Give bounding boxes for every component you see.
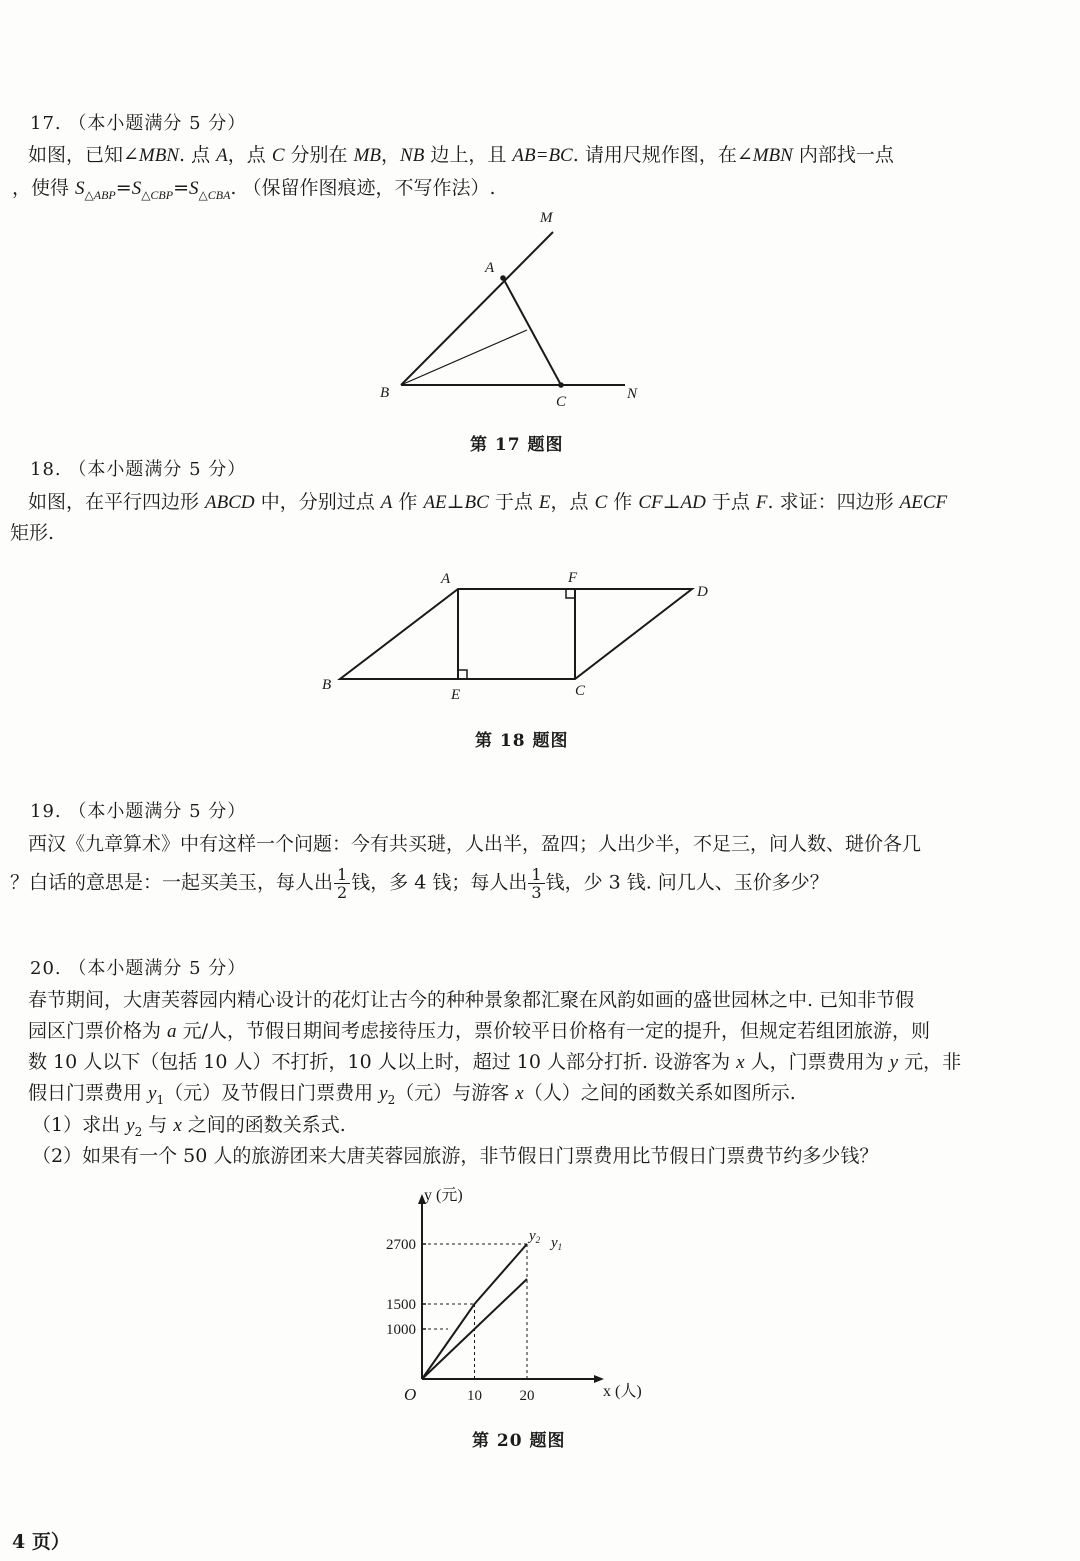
q20-text-line2: 园区门票价格为 a 元/人，节假日期间考虑接待压力，票价较平日价格有一定的提升，但规定若组团旅游，则 (28, 1020, 930, 1042)
label-d: D (697, 584, 708, 600)
x-axis-arrow (594, 1375, 604, 1383)
q20-text-line1: 春节期间，大唐芙蓉园内精心设计的花灯让古今的种种景象都汇聚在风韵如画的盛世园林之中. 已知非节假 (28, 989, 915, 1011)
label-c: C (556, 394, 567, 410)
q18-text-line2: 矩形. (10, 522, 55, 544)
y-tick-label-1000: 1000 (386, 1322, 416, 1338)
series-label-y2: $y_2$ (529, 1228, 541, 1245)
label-m: M (540, 210, 553, 226)
q20-subquestion-2: （2）如果有一个 50 人的旅游团来大唐芙蓉园旅游，非节假日门票费用比节假日门票费节约多少钱？ (32, 1145, 879, 1167)
y-axis-label: y (元) (424, 1187, 463, 1204)
y-tick-labels (386, 1237, 426, 1338)
x-axis-label: x (人) (603, 1383, 642, 1400)
label-a: A (441, 571, 451, 587)
page-footer: 4 页） (12, 1531, 70, 1553)
series-labels (527, 1228, 562, 1252)
series-label-y1: $y_1$ (551, 1235, 563, 1252)
q18-header: 18. （本小题满分 5 分） (30, 459, 247, 480)
q18-caption: 第 18 题图 (475, 731, 569, 751)
chart-guides (422, 1244, 527, 1379)
q17-header: 17. （本小题满分 5 分） (30, 113, 247, 134)
q20-header: 20. （本小题满分 5 分） (30, 958, 247, 979)
label-b: B (380, 385, 390, 401)
q19-text-line2: ？白话的意思是：一起买美玉，每人出 $\frac{1}{2}$ 钱，多 4 钱；每人出 $\frac{1}{3}$ 钱，少 3 钱. 问几人、玉价多少？ (10, 865, 829, 902)
q17-text-line2: ，使得 $S_{\triangle ABP}=S_{\triangle CBP}=S_{\triangle CBA}$. （保留作图痕迹，不写作法）. (12, 177, 496, 202)
fraction-one-half: $\frac{1}{2}$ (334, 866, 350, 901)
x-tick-label-10: 10 (467, 1388, 482, 1404)
q20-text-line4: 假日门票费用 $y_1$（元）及节假日门票费用 $y_2$（元）与游客 x（人）之间的函数关系如图所示. (28, 1082, 796, 1107)
fraction-one-third: $\frac{1}{3}$ (528, 866, 544, 901)
label-e: E (451, 687, 461, 703)
label-a: A (485, 260, 495, 276)
label-b: B (322, 677, 332, 693)
q20-subquestion-1: （1）求出 $y_2$ 与 x 之间的函数关系式. (32, 1114, 346, 1139)
q18-text-line1: 如图，在平行四边形 ABCD 中，分别过点 A 作 AE⊥BC 于点 E，点 C 作 CF⊥AD 于点 F. 求证：四边形 AECF (28, 491, 948, 513)
y-tick-label-1500: 1500 (386, 1297, 416, 1313)
y-tick-label-2700: 2700 (386, 1237, 416, 1253)
label-c: C (575, 683, 586, 699)
q17-text-line1: 如图，已知∠MBN. 点 A，点 C 分别在 MB，NB 边上，且 AB=BC. 请用尺规作图，在∠MBN 内部找一点 (28, 144, 894, 166)
x-tick-label-20: 20 (519, 1388, 535, 1404)
q17-caption: 第 17 题图 (470, 435, 564, 455)
origin-label: O (404, 1385, 417, 1404)
q19-text-line1: 西汉《九章算术》中有这样一个问题：今有共买琎，人出半，盈四；人出少半，不足三，问人数、琎价各几 (28, 833, 922, 855)
label-n: N (627, 386, 638, 402)
q20-caption: 第 20 题图 (472, 1431, 566, 1451)
q19-header: 19. （本小题满分 5 分） (30, 801, 247, 822)
x-tick-labels (467, 1388, 535, 1404)
q20-text-line3: 数 10 人以下（包括 10 人）不打折，10 人以上时，超过 10 人部分打折. 设游客为 x 人，门票费用为 y 元，非 (28, 1051, 962, 1073)
label-f: F (568, 570, 578, 586)
